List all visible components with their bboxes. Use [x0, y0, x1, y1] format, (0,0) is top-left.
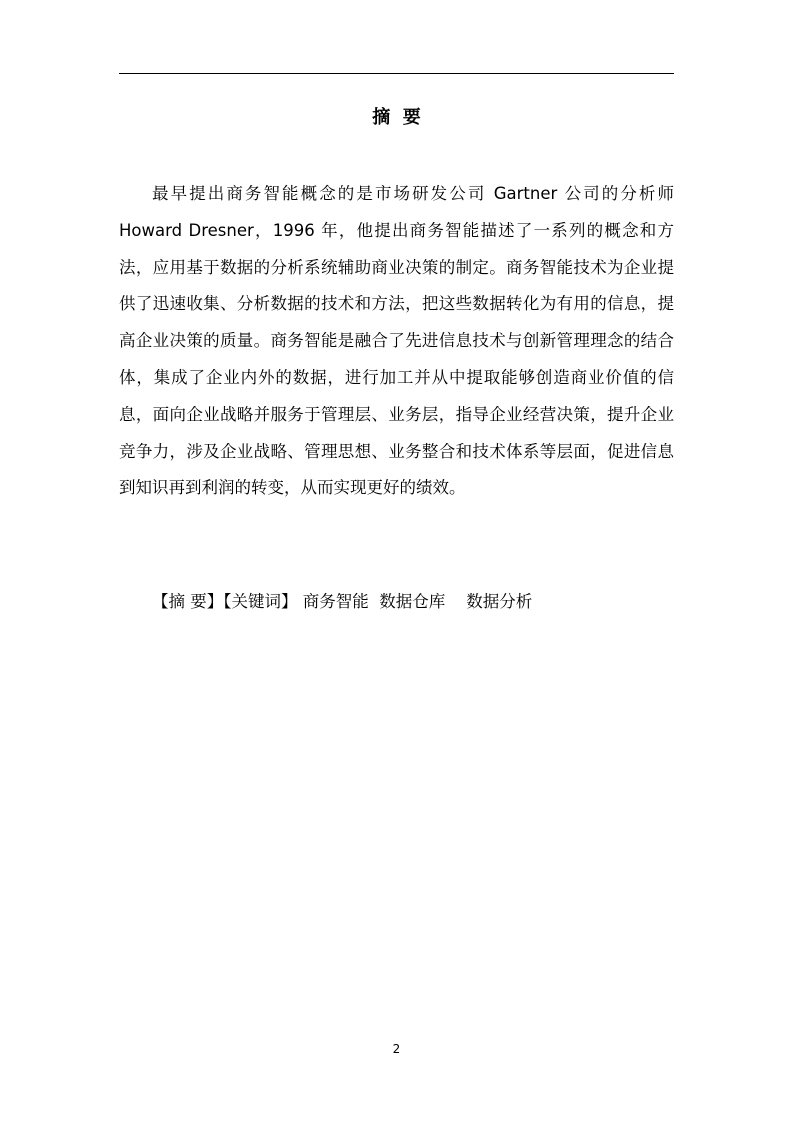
page-title: 摘 要	[372, 107, 421, 128]
page-number: 2	[392, 1042, 401, 1056]
keywords-line: 【摘 要】【关键词】 商务智能 数据仓库 数据分析	[152, 592, 533, 611]
header-rule	[119, 73, 674, 74]
abstract-paragraph: 最早提出商务智能概念的是市场研发公司 Gartner 公司的分析师 Howard Dresner，1996 年，他提出商务智能描述了一系列的概念和方法，应用基于数据的分析系统辅助商业决策的制定。商务智能技术为企业提供了迅速收集、分析数据的技术和方法，把这些数据转化为有用的信息，提高企业决策的质量。商务智能是融合了先进信息技术与创新管理理念的结合体，集成了企业内外的数据，进行加工并从中提取能够创造商业价值的信息，面向企业战略并服务于管理层、业务层，指导企业经营决策，提升企业竞争力，涉及企业战略、管理思想、业务整合和技术体系等层面，促进信息到知识再到利润的转变，从而实现更好的绩效。	[119, 184, 674, 498]
